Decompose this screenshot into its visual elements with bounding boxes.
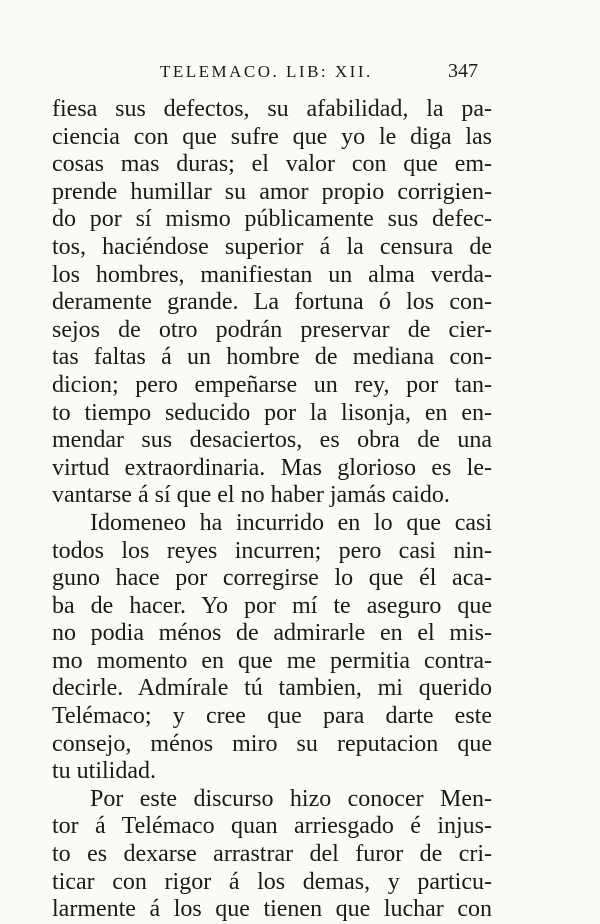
text-line: virtud extraordinaria. Mas glorioso es le- [52, 454, 492, 481]
text-line: ciencia con que sufre que yo le diga las [52, 123, 492, 150]
text-line: tu utilidad. [52, 758, 156, 785]
paragraph-2 [52, 510, 492, 786]
text-line: decirle. Admírale tú tambien, mi querido [52, 675, 492, 702]
text-line: consejo, ménos miro su reputacion que [52, 730, 492, 757]
page-number: 347 [448, 60, 478, 82]
text-line: Telémaco; y cree que para darte este [52, 703, 492, 730]
text-line: los hombres, manifiestan un alma verda- [52, 261, 492, 288]
text-line: ba de hacer. Yo por mí te aseguro que [52, 592, 492, 619]
text-line: tor á Telémaco quan arriesgado é injus- [52, 813, 492, 840]
text-line: mendar sus desaciertos, es obra de una [52, 427, 492, 454]
text-line: to tiempo seducido por la lisonja, en en- [52, 399, 492, 426]
paragraph-1 [52, 96, 492, 510]
text-line: dicion; pero empeñarse un rey, por tan- [52, 371, 492, 398]
body-text [52, 96, 492, 924]
text-line: do por sí mismo públicamente sus defec- [52, 206, 492, 233]
text-line: to es dexarse arrastrar del furor de cri- [52, 841, 492, 868]
running-head-title: TELEMACO. LIB: XII. [160, 62, 373, 81]
running-head [0, 62, 600, 88]
text-line: guno hace por corregirse lo que él aca- [52, 565, 492, 592]
text-line: ticar con rigor á los demas, y particu- [52, 868, 492, 895]
text-line: prende humillar su amor propio corrigien- [52, 178, 492, 205]
text-line: Idomeneo ha incurrido en lo que casi [90, 509, 492, 536]
text-line: todos los reyes incurren; pero casi nin- [52, 537, 492, 564]
text-line: deramente grande. La fortuna ó los con- [52, 289, 492, 316]
text-line: sejos de otro podrán preservar de cier- [52, 316, 492, 343]
text-line: fiesa sus defectos, su afabilidad, la pa- [52, 96, 492, 122]
paragraph-3 [52, 786, 492, 924]
text-line: larmente á los que tienen que luchar con [52, 896, 492, 923]
text-line: tas faltas á un hombre de mediana con- [52, 344, 492, 371]
text-line: no podia ménos de admirarle en el mis- [52, 620, 492, 647]
text-line: mo momento en que me permitia contra- [52, 647, 492, 674]
text-line: Por este discurso hizo conocer Men- [90, 785, 492, 812]
text-line: cosas mas duras; el valor con que em- [52, 151, 492, 178]
text-line: vantarse á sí que el no haber jamás caido. [52, 482, 450, 509]
text-line: tos, haciéndose superior á la censura de [52, 233, 492, 260]
